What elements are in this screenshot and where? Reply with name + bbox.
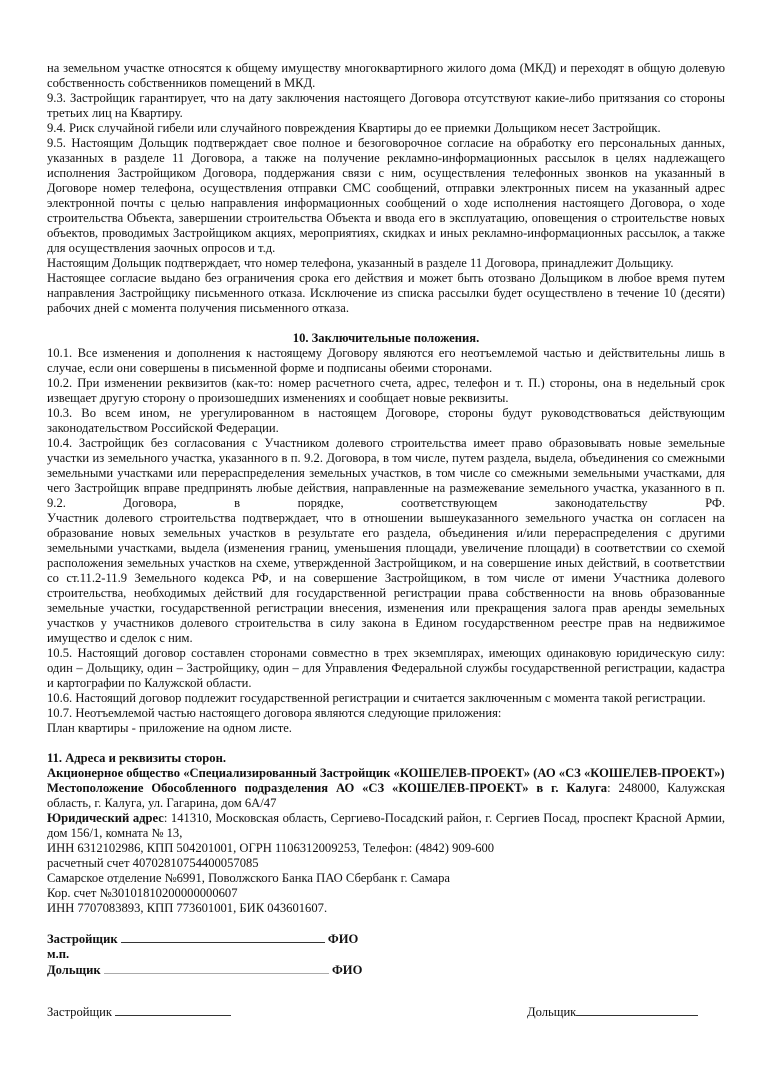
legal-address: Юридический адрес: 141310, Московская область, Сергиево-Посадский район, г. Сергиев Посад, проспект Красной Армии, дом 156/1, комната № 13,	[47, 811, 725, 840]
section-11-heading: 11. Адреса и реквизиты сторон.	[47, 751, 227, 765]
paragraph: 10.4. Застройщик без согласования с Участником долевого строительства имеет право образовывать новые земельные участки из земельного участка, указанного в п. 9.2. Договора, в том числе, путем раздела, выдела, объединения со смежными земельными участками или перераспределения земельных участков, в том числе со смежными земельными участками, для чего Застройщик вправе предпринять любые действия, направленные на размежевание земельного участка, указанного в п. 9.2. Договора, в порядке, соответствующем законодательству РФ.	[47, 436, 725, 510]
paragraph: 10.7. Неотъемлемой частью настоящего договора являются следующие приложения:	[47, 706, 502, 720]
footer-shareholder: Дольщик	[527, 1004, 698, 1020]
signature-line	[104, 962, 329, 974]
signature-line	[576, 1004, 698, 1016]
requisites-line: ИНН 7707083893, КПП 773601001, БИК 043601607.	[47, 901, 328, 915]
section-10-heading: 10. Заключительные положения.	[292, 331, 480, 345]
branch-address: Местоположение Обособленного подразделения АО «СЗ «КОШЕЛЕВ-ПРОЕКТ» в г. Калуга: 248000, Калужская область, г. Калуга, ул. Гагарина, дом 6А/47	[47, 781, 726, 810]
paragraph: 9.4. Риск случайной гибели или случайного повреждения Квартиры до ее приемки Дольщиком несет Застройщик.	[47, 121, 661, 135]
developer-signature-row: Застройщик ФИО	[47, 932, 359, 946]
paragraph: 10.3. Во всем ином, не урегулированном в настоящем Договоре, стороны будут руководствоваться действующим законодательством Российской Федерации.	[47, 406, 725, 435]
paragraph: План квартиры - приложение на одном листе.	[47, 721, 292, 735]
stamp-label: м.п.	[47, 947, 70, 961]
signature-line	[115, 1004, 231, 1016]
requisites-line: Самарское отделение №6991, Поволжского Банка ПАО Сбербанк г. Самара	[47, 871, 450, 885]
paragraph: 10.2. При изменении реквизитов (как-то: номер расчетного счета, адрес, телефон и т. П.) стороны, она в недельный срок извещает другую сторону о произошедших изменениях и сообщает новые реквизиты.	[47, 376, 725, 405]
paragraph: 9.3. Застройщик гарантирует, что на дату заключения настоящего Договора отсутствуют какие-либо притязания со стороны третьих лиц на Квартиру.	[47, 91, 725, 120]
requisites-line: расчетный счет 40702810754400057085	[47, 856, 259, 870]
company-name: Акционерное общество «Специализированный Застройщик «КОШЕЛЕВ-ПРОЕКТ» (АО «СЗ «КОШЕЛЕВ-ПРОЕКТ»)	[47, 766, 725, 780]
shareholder-signature-row: Дольщик ФИО	[47, 963, 363, 977]
document-page	[47, 61, 725, 978]
paragraph: Участник долевого строительства подтверждает, что в отношении вышеуказанного земельного участка он согласен на образование новых земельных участков в результате его раздела, объединения и/или перераспределения с другими земельными участками, выдела (изменения границ, уменьшения площади, увеличение площади) в соответствии со схемой расположения земельных участков на схеме, утвержденной Застройщиком, и на совершение иных действий, в соответствии со ст.11.2-11.9 Земельного кодекса РФ, и на совершение Застройщиком, в том числе от имени Участника долевого строительства, необходимых действий для государственной регистрации права собственности на вновь образованные земельные участки, государственной регистрации внесения, изменения или прекращения залога прав аренды земельных участков у участников долевого строительства в силу закона в Едином государственном реестре прав на недвижимое имущество и сделок с ним.	[47, 511, 725, 645]
requisites-line: ИНН 6312102986, КПП 504201001, ОГРН 1106312009253, Телефон: (4842) 909-600	[47, 841, 495, 855]
paragraph: Настоящее согласие выдано без ограничения срока его действия и может быть отозвано Дольщиком в любое время путем направления Застройщику письменного отказа. Исключение из списка рассылки будет осуществлено в течение 10 (десяти) рабочих дней с момента получения письменного отказа.	[47, 271, 725, 315]
paragraph: на земельном участке относятся к общему имуществу многоквартирного жилого дома (МКД) и переходят в общую долевую собственность собственников помещений в МКД.	[47, 61, 725, 90]
footer-developer: Застройщик	[47, 1004, 231, 1020]
paragraph: 10.5. Настоящий договор составлен сторонами совместно в трех экземплярах, имеющих одинаковую юридическую силу: один – Дольщику, один – Застройщику, один – для Управления Федеральной службы государственной регистрации, кадастра и картографии по Калужской области.	[47, 646, 725, 690]
signature-line	[121, 931, 325, 943]
paragraph: 10.6. Настоящий договор подлежит государственной регистрации и считается заключенным с момента такой регистрации.	[47, 691, 706, 705]
paragraph: 10.1. Все изменения и дополнения к настоящему Договору являются его неотъемлемой частью и действительны лишь в случае, если они совершены в письменной форме и подписаны обеими сторонами.	[47, 346, 725, 375]
paragraph: Настоящим Дольщик подтверждает, что номер телефона, указанный в разделе 11 Договора, принадлежит Дольщику.	[47, 256, 674, 270]
requisites-line: Кор. счет №30101810200000000607	[47, 886, 238, 900]
paragraph: 9.5. Настоящим Дольщик подтверждает свое полное и безоговорочное согласие на обработку его персональных данных, указанных в разделе 11 Договора, а также на получение рекламно-информационных рассылок в целях надлежащего исполнения Застройщиком Договора, поддержания связи с ним, осуществления телефонных звонков на указанный в Договоре номер телефона, осуществления отправки СМС сообщений, отправки электронных писем на указанный адрес электронной почты с целью направления информационных сообщений о ходе исполнения настоящего Договора, о ходе строительства Объекта, завершении строительства Объекта и ввода его в эксплуатацию, оповещения о строительстве новых объектов, проводимых Застройщиком акциях, мероприятиях, скидках и иных рекламно-информационных рассылок, а также для осуществления заочных опросов и т.д.	[47, 136, 725, 255]
